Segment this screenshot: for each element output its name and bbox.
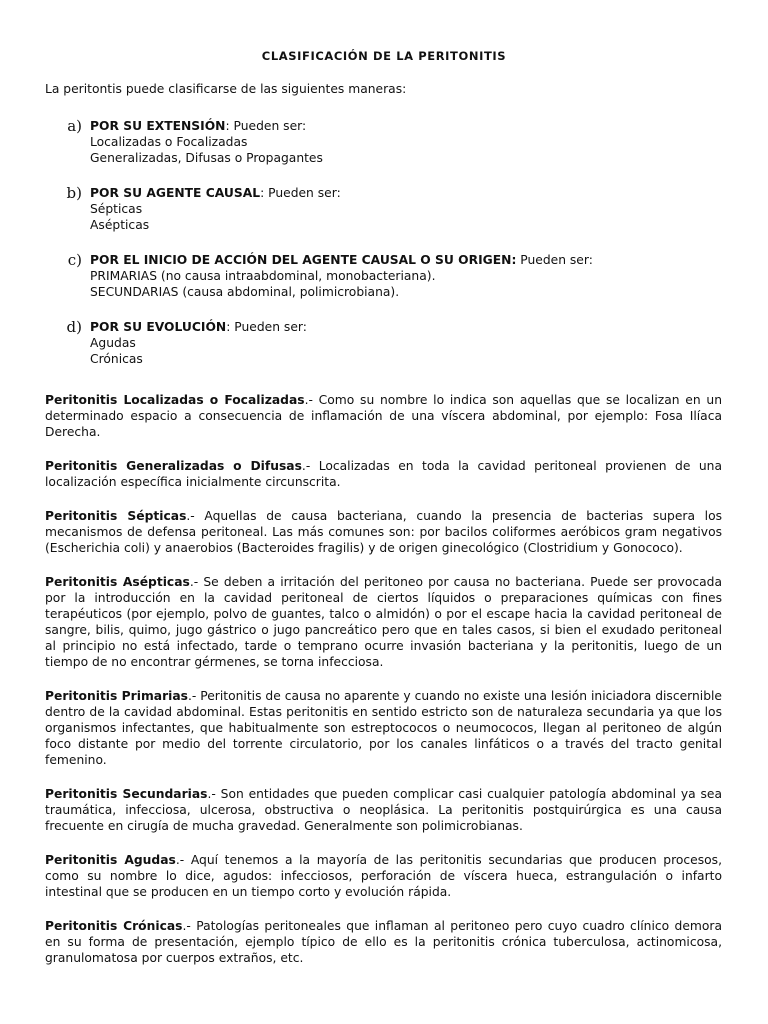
definition-term: Peritonitis Localizadas o Focalizadas: [45, 393, 305, 407]
definition-term: Peritonitis Generalizadas o Difusas: [45, 459, 302, 473]
classification-list: [45, 118, 722, 386]
list-marker: d): [66, 318, 82, 336]
list-marker: b): [66, 184, 82, 202]
intro-text: La peritontis puede clasificarse de las siguientes maneras:: [45, 82, 407, 96]
classification-option: SECUNDARIAS (causa abdominal, polimicrobiana).: [90, 285, 400, 299]
definition-paragraph: [45, 392, 722, 440]
definition-text: .- Localizadas en toda la cavidad peritoneal provienen de una localización específica inicialmente circunscrita.: [45, 459, 722, 489]
classification-option: Crónicas: [90, 352, 143, 366]
definition-term: Peritonitis Crónicas: [45, 919, 183, 933]
classification-heading: POR SU EXTENSIÓN: [90, 119, 226, 133]
classification-item: [45, 185, 722, 233]
definition-term: Peritonitis Primarias: [45, 689, 188, 703]
definition-term: Peritonitis Secundarias: [45, 787, 208, 801]
classification-heading: POR SU EVOLUCIÓN: [90, 320, 227, 334]
page-title: CLASIFICACIÓN DE LA PERITONITIS: [261, 49, 507, 63]
list-marker: a): [67, 117, 82, 135]
classification-heading: POR SU AGENTE CAUSAL: [90, 186, 261, 200]
classification-heading: POR EL INICIO DE ACCIÓN DEL AGENTE CAUSAL O SU ORIGEN:: [90, 253, 517, 267]
definition-paragraph: [45, 574, 722, 670]
classification-option: PRIMARIAS (no causa intraabdominal, monobacteriana).: [90, 269, 436, 283]
classification-suffix: Pueden ser:: [516, 253, 593, 267]
classification-option: Generalizadas, Difusas o Propagantes: [90, 151, 323, 165]
definition-paragraph: [45, 688, 722, 768]
definition-paragraph: [45, 918, 722, 966]
definition-text: .- Patologías peritoneales que inflaman al peritoneo pero cuyo cuadro clínico demora en su forma de presentación, ejemplo típico de ello es la peritonitis crónica tuberculosa, actinomicosa, granulomatosa por cuerpos extraños, etc.: [45, 919, 722, 965]
definition-term: Peritonitis Agudas: [45, 853, 176, 867]
definition-term: Peritonitis Asépticas: [45, 575, 190, 589]
list-marker: c): [67, 251, 82, 269]
classification-suffix: : Pueden ser:: [260, 186, 341, 200]
definition-text: .- Como su nombre lo indica son aquellas que se localizan en un determinado espacio a consecuencia de inflamación de una víscera abdominal, por ejemplo: Fosa Ilíaca Derecha.: [45, 393, 722, 439]
definition-term: Peritonitis Sépticas: [45, 509, 187, 523]
classification-item: [45, 118, 722, 166]
definition-text: .- Aquí tenemos a la mayoría de las peritonitis secundarias que producen procesos, como su nombre lo dice, agudos: infecciosos, perforación de víscera hueca, estrangulación o infarto intestinal que se producen en un tiempo corto y evolución rápida.: [45, 853, 722, 899]
definition-paragraph: [45, 508, 722, 556]
definition-text: .- Se deben a irritación del peritoneo por causa no bacteriana. Puede ser provocada por la introducción en la cavidad peritoneal de ciertos líquidos o preparaciones químicas con fines terapéuticos (por ejemplo, polvo de guantes, talco o almidón) o por el escape hacia la cavidad peritoneal de sangre, bilis, quimo, jugo gástrico o jugo pancreático pero que en tales casos, si bien el exudado peritoneal al principio no está infectado, tarde o temprano ocurre invasión bacteriana y la peritonitis, luego de un tiempo de no encontrar gérmenes, se torna infecciosa.: [45, 575, 722, 669]
classification-suffix: : Pueden ser:: [226, 320, 307, 334]
definitions-section: [45, 392, 722, 984]
definition-text: .- Aquellas de causa bacteriana, cuando la presencia de bacterias supera los mecanismos de defensa peritoneal. Las más comunes son: por bacilos coliformes aeróbicos gram negativos (Escherichia coli) y anaerobios (Bacteroides fragilis) y de origen ginecológico (Clostridium y Gonococo).: [45, 509, 722, 555]
classification-option: Sépticas: [90, 202, 143, 216]
classification-suffix: : Pueden ser:: [225, 119, 307, 133]
definition-text: .- Peritonitis de causa no aparente y cuando no existe una lesión iniciadora discernible dentro de la cavidad abdominal. Estas peritonitis en sentido estricto son de naturaleza secundaria ya que los organismos infectantes, que habitualmente son estreptococos o neumococos, llegan al peritoneo de algún foco distante por medio del torrente circulatorio, por los canales linfáticos o a través del tracto genital femenino.: [45, 689, 722, 767]
classification-option: Agudas: [90, 336, 136, 350]
classification-item: [45, 252, 722, 300]
definition-paragraph: [45, 786, 722, 834]
classification-item: [45, 319, 722, 367]
classification-option: Localizadas o Focalizadas: [90, 135, 248, 149]
classification-option: Asépticas: [90, 218, 150, 232]
definition-paragraph: [45, 458, 722, 490]
definition-text: .- Son entidades que pueden complicar casi cualquier patología abdominal ya sea traumática, infecciosa, ulcerosa, obstructiva o neoplásica. La peritonitis postquirúrgica es una causa frecuente en cirugía de mucha gravedad. Generalmente son polimicrobianas.: [45, 787, 722, 833]
definition-paragraph: [45, 852, 722, 900]
